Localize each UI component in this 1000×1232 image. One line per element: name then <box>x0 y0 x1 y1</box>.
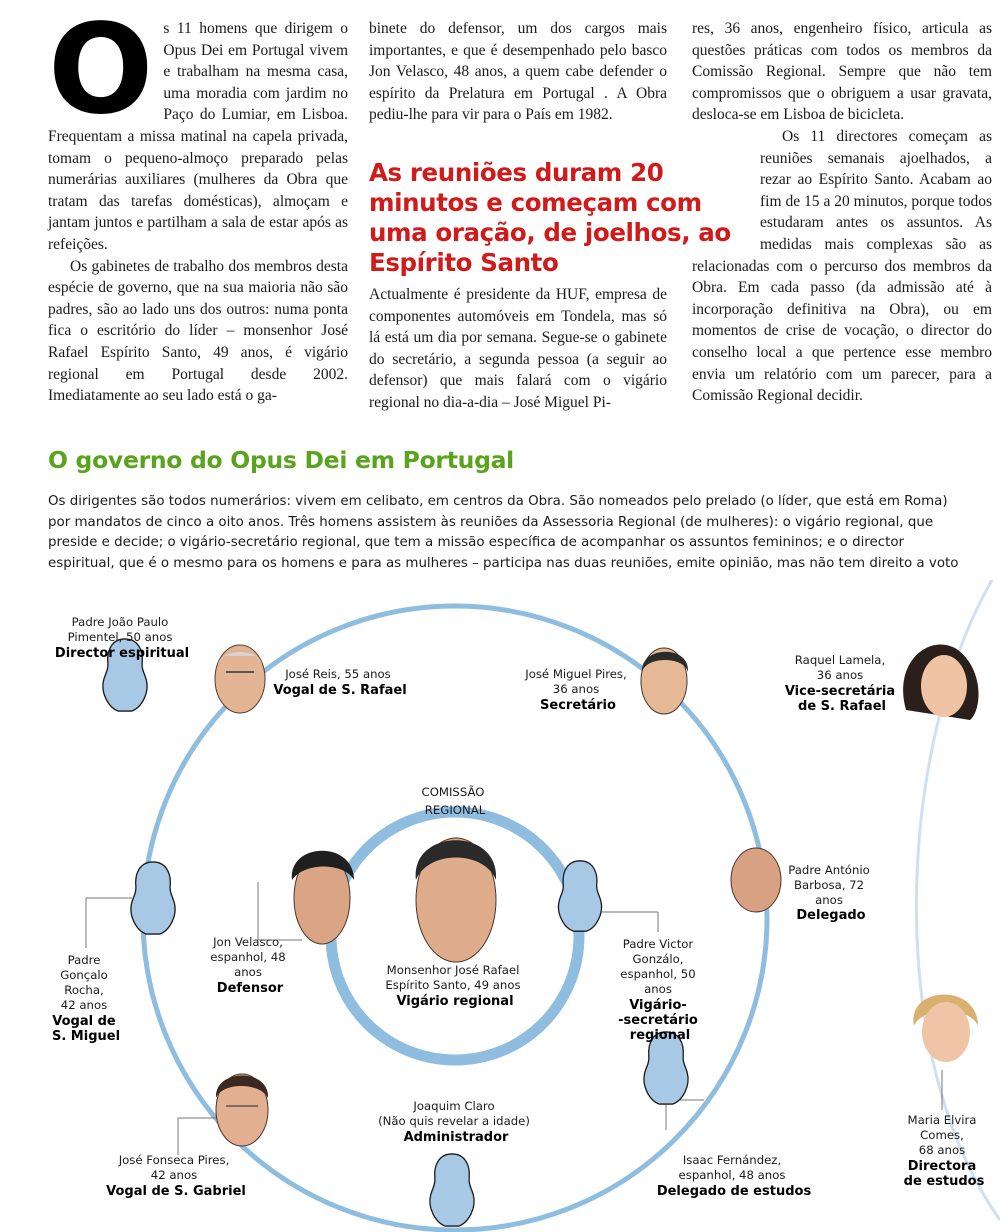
label-defensor: Jon Velasco, espanhol, 48 anos Defensor <box>210 935 286 996</box>
article-paragraph: Os gabinetes de trabalho dos membros desta espécie de governo, que na sua maioria não são padres, são ao lado uns dos outros: numa ponta fica o escritório do líder – monsenhor José Rafael Espírito Santo, 49 anos, é vigário regional em Portugal desde 2002. Imediatamente ao seu lado está o ga- <box>48 257 348 405</box>
organization-diagram <box>0 580 1000 1232</box>
article-paragraph <box>692 126 992 407</box>
portrait-jose-miguel-pires <box>641 648 688 714</box>
portrait-raquel-lamela <box>903 645 978 720</box>
label-victor-gonzalo: Padre Victor Gonzálo, espanhol, 50 anos Vigário- -secretário regional <box>618 937 698 1043</box>
label-jose-fonseca: José Fonseca Pires, 42 anos Vogal de S. Gabriel <box>106 1153 246 1199</box>
article-column-2-continued <box>369 284 667 414</box>
silhouette-icon <box>430 1154 474 1226</box>
silhouette-icon <box>558 861 601 931</box>
portrait-antonio-barbosa <box>731 848 781 912</box>
article-column-3 <box>692 18 992 407</box>
portrait-maria-elvira <box>913 994 978 1062</box>
article-paragraph: Actualmente é presidente da HUF, empresa de componentes automóveis em Tondela, mas só lá está um dia por semana. Segue-se o gabinete do secretário, a segunda pessoa (a seguir ao defensor) que mais falará com o vigário regional no dia-a-dia – José Miguel Pi- <box>369 286 667 411</box>
article-paragraph: binete do defensor, um dos cargos mais importantes, e que é desempenhado pelo basco Jon Velasco, 48 anos, a quem cabe defender o espírito da Prelatura em Portugal . A Obra pediu-lhe para vir para o País em 1982. <box>369 20 667 124</box>
article-paragraph: res, 36 anos, engenheiro físico, articula as questões práticas com todos os membros da Comissão Regional. Sempre que não tem compromissos que o obriguem a usar gravata, desloca-se em Lisboa de bicicleta. <box>692 20 992 124</box>
infographic-intro: Os dirigentes são todos numerários: vivem em celibato, em centros da Obra. São nomeados pelo prelado (o líder, que está em Roma) por mandatos de cinco a oito anos. Três homens assistem às reuniões da Assessoria Regional (de mulheres): o vigário regional, que preside e decide; o vigário-secretário regional, que tem a missão específica de acompanhar os assuntos femininos; e o director espiritual, que é o mesmo para os homens e para as mulheres – participa nas duas reuniões, emite opinião, mas não tem direito a voto <box>48 494 959 571</box>
portrait-jon-velasco <box>292 851 354 944</box>
article-column-1 <box>48 0 348 407</box>
label-joaquim-claro: Joaquim Claro (Não quis revelar a idade) Administrador <box>378 1099 530 1145</box>
portrait-jose-reis <box>215 645 265 713</box>
pull-quote: As reuniões duram 20 minutos e começam com uma oração, de joelhos, ao Espírito Santo <box>369 158 731 277</box>
drop-cap: O <box>48 0 154 142</box>
pullquote-spacer <box>692 126 760 236</box>
paragraph-text: s 11 homens que dirigem o Opus Dei em Portugal vivem e trabalham na mesma casa, uma moradia com jardim no Paço do Lumiar, em Lisboa. Frequentam a missa matinal na capela privada, tomam o pequeno-almoço preparado pelas numerárias auxiliares (mulheres da Obra que tratam das tarefas domésticas), almoçam e jantam juntos e partilham a sala de estar após as refeições. <box>48 20 348 253</box>
label-isaac-fernandez: Isaac Fernández, espanhol, 48 anos Delegado de estudos <box>656 1153 812 1199</box>
label-director-espiritual: Padre João Paulo Pimentel, 50 anos Director espiritual <box>54 615 190 661</box>
label-vigario: Monsenhor José Rafael Espírito Santo, 49 anos Vigário regional <box>385 963 521 1009</box>
center-label: COMISSÃO REGIONAL <box>421 785 486 817</box>
portrait-vigario <box>416 838 496 962</box>
portrait-jose-fonseca <box>216 1074 268 1146</box>
article-paragraph <box>48 0 348 256</box>
label-jose-reis: José Reis, 55 anos Vogal de S. Rafael <box>273 667 407 698</box>
label-raquel-lamela: Raquel Lamela, 36 anos Vice-secretária de S. Rafael <box>784 653 896 714</box>
silhouette-icon <box>131 862 175 934</box>
label-goncalo-rocha: Padre Gonçalo Rocha, 42 anos Vogal de S. Miguel <box>51 953 121 1044</box>
infographic-title: O governo do Opus Dei em Portugal <box>48 446 514 474</box>
article-column-2 <box>369 18 667 126</box>
label-secretario: José Miguel Pires, 36 anos Secretário <box>525 667 627 713</box>
label-maria-elvira: Maria Elvira Comes, 68 anos Directora de estudos <box>903 1113 985 1189</box>
label-delegado: Padre António Barbosa, 72 anos Delegado <box>788 863 870 923</box>
paragraph-text: Os 11 directores começam as reuniões semanais ajoelhados, a rezar ao Espírito Santo. Acabam ao fim de 15 a 20 minutos, porque todos estudaram antes os assuntos. As medidas mais complexas são as relacionadas com o percurso dos membros da Obra. Em cada passo (da admissão até à incorporação definitiva na Obra), ou em momentos de crise de vocação, o director do conselho local a que pertence esse membro envia um relatório com um parecer, para a Comissão Regional decidir. <box>692 127 992 405</box>
